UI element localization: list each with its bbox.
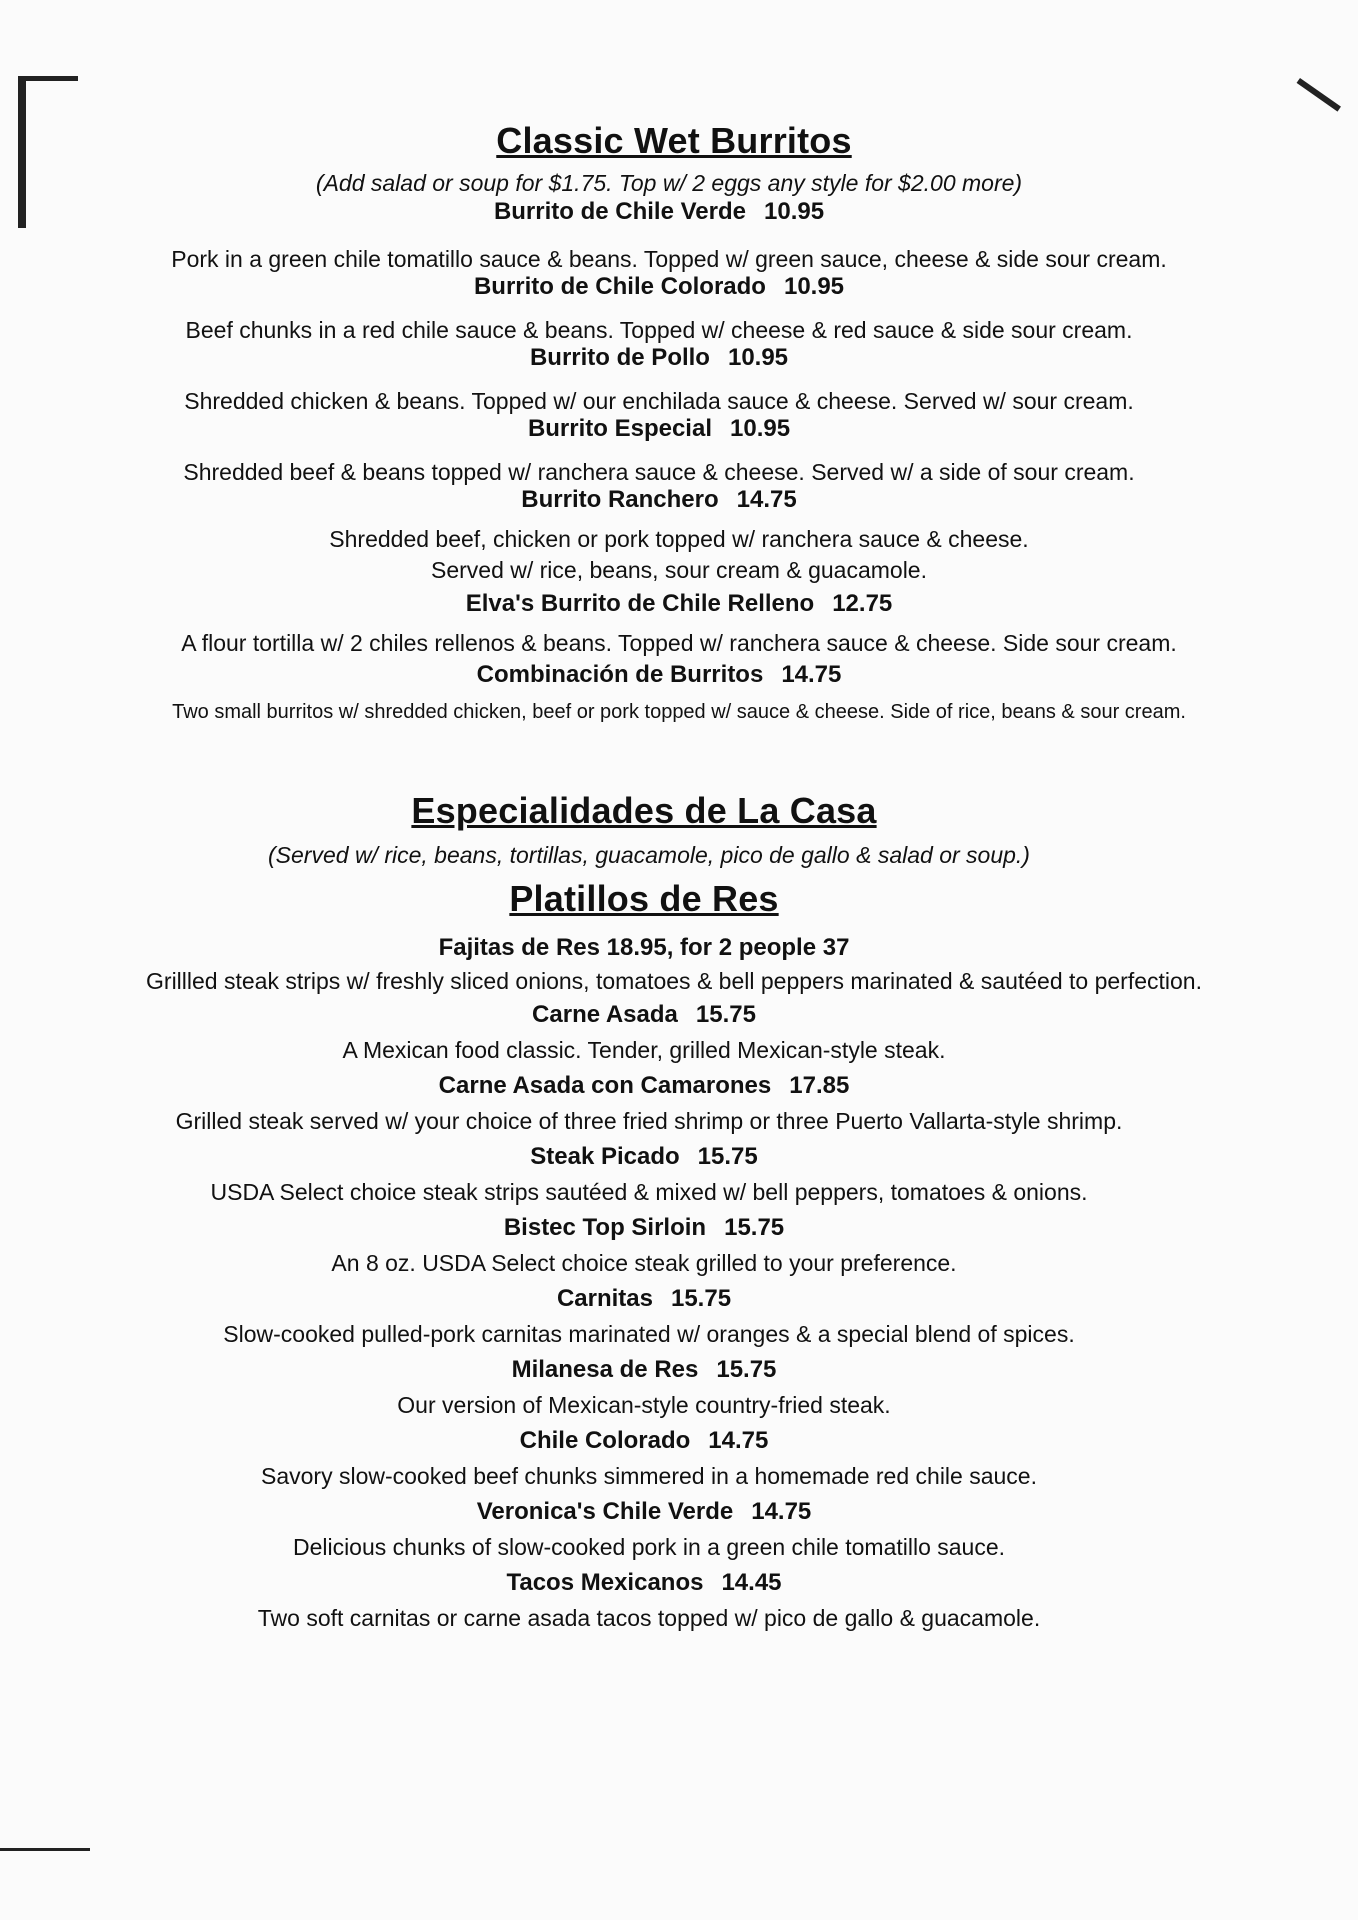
menu-item-description: Delicious chunks of slow-cooked pork in a green chile tomatillo sauce.	[292, 1534, 1006, 1560]
section-note: (Add salad or soup for $1.75. Top w/ 2 eggs any style for $2.00 more)	[315, 170, 1023, 196]
menu-item-name: Carnitas 15.75	[556, 1285, 732, 1312]
menu-item-name: Carne Asada con Camarones 17.85	[438, 1072, 850, 1099]
menu-item-name: Tacos Mexicanos 14.45	[506, 1569, 782, 1596]
menu-item-name: Carne Asada 15.75	[532, 1001, 756, 1028]
menu-item-name: Bistec Top Sirloin 15.75	[503, 1214, 785, 1241]
menu-item-name: Burrito Especial 10.95	[527, 415, 791, 442]
menu-item-description: A flour tortilla w/ 2 chiles rellenos & beans. Topped w/ ranchera sauce & cheese. Side sour cream.	[181, 630, 1177, 656]
menu-item-description-line2: Served w/ rice, beans, sour cream & guacamole.	[430, 557, 927, 583]
menu-item-name: Milanesa de Res 15.75	[511, 1356, 777, 1383]
menu-item-description: USDA Select choice steak strips sautéed & mixed w/ bell peppers, tomatoes & onions.	[210, 1179, 1088, 1205]
menu-item-name: Burrito de Chile Verde 10.95	[493, 198, 825, 225]
section-title: Classic Wet Burritos	[496, 120, 852, 161]
menu-item-description: A Mexican food classic. Tender, grilled Mexican-style steak.	[342, 1037, 946, 1063]
menu-item-name: Burrito de Pollo 10.95	[529, 344, 789, 371]
section-title: Platillos de Res	[509, 878, 779, 919]
burrito-items	[0, 198, 1358, 724]
menu-item-name: Steak Picado 15.75	[530, 1143, 758, 1170]
menu-item-name: Veronica's Chile Verde 14.75	[476, 1498, 812, 1525]
menu-item-name: Burrito Ranchero 14.75	[521, 486, 797, 513]
menu-item-description: Grillled steak strips w/ freshly sliced onions, tomatoes & bell peppers marinated & sautéed to perfection.	[146, 968, 1202, 994]
menu-item-description: Slow-cooked pulled-pork carnitas marinated w/ oranges & a special blend of spices.	[223, 1321, 1075, 1347]
menu-item-name: Fajitas de Res 18.95, for 2 people 37	[438, 934, 850, 961]
menu-item-description: Two small burritos w/ shredded chicken, beef or pork topped w/ sauce & cheese. Side of rice, beans & sour cream.	[172, 701, 1186, 723]
menu-item-description: An 8 oz. USDA Select choice steak grilled to your preference.	[331, 1250, 957, 1276]
menu-item-description: Shredded beef & beans topped w/ ranchera sauce & cheese. Served w/ a side of sour cream.	[183, 459, 1135, 485]
menu-item-description: Shredded beef, chicken or pork topped w/ ranchera sauce & cheese.	[329, 526, 1029, 552]
section-note: (Served w/ rice, beans, tortillas, guacamole, pico de gallo & salad or soup.)	[268, 842, 1030, 868]
menu-item-description: Pork in a green chile tomatillo sauce & beans. Topped w/ green sauce, cheese & side sour cream.	[171, 246, 1167, 272]
section-title: Especialidades de La Casa	[411, 790, 877, 831]
menu-item-description: Two soft carnitas or carne asada tacos topped w/ pico de gallo & guacamole.	[257, 1605, 1041, 1631]
burritos-section	[0, 120, 1358, 197]
res-section	[0, 878, 1358, 1632]
menu-item-description: Savory slow-cooked beef chunks simmered in a homemade red chile sauce.	[261, 1463, 1037, 1489]
menu-item-name: Combinación de Burritos 14.75	[476, 661, 842, 688]
menu-item-description: Our version of Mexican-style country-fried steak.	[397, 1392, 891, 1418]
menu-item-description: Beef chunks in a red chile sauce & beans. Topped w/ cheese & red sauce & side sour cream.	[185, 317, 1133, 343]
menu-item-description: Grilled steak served w/ your choice of three fried shrimp or three Puerto Vallarta-style shrimp.	[175, 1108, 1123, 1134]
menu-item-description: Shredded chicken & beans. Topped w/ our enchilada sauce & cheese. Served w/ sour cream.	[184, 388, 1134, 414]
especialidades-section	[0, 790, 1358, 869]
menu-item-name: Burrito de Chile Colorado 10.95	[473, 273, 845, 300]
menu-item-name: Elva's Burrito de Chile Relleno 12.75	[465, 590, 893, 617]
menu-item-name: Chile Colorado 14.75	[519, 1427, 769, 1454]
